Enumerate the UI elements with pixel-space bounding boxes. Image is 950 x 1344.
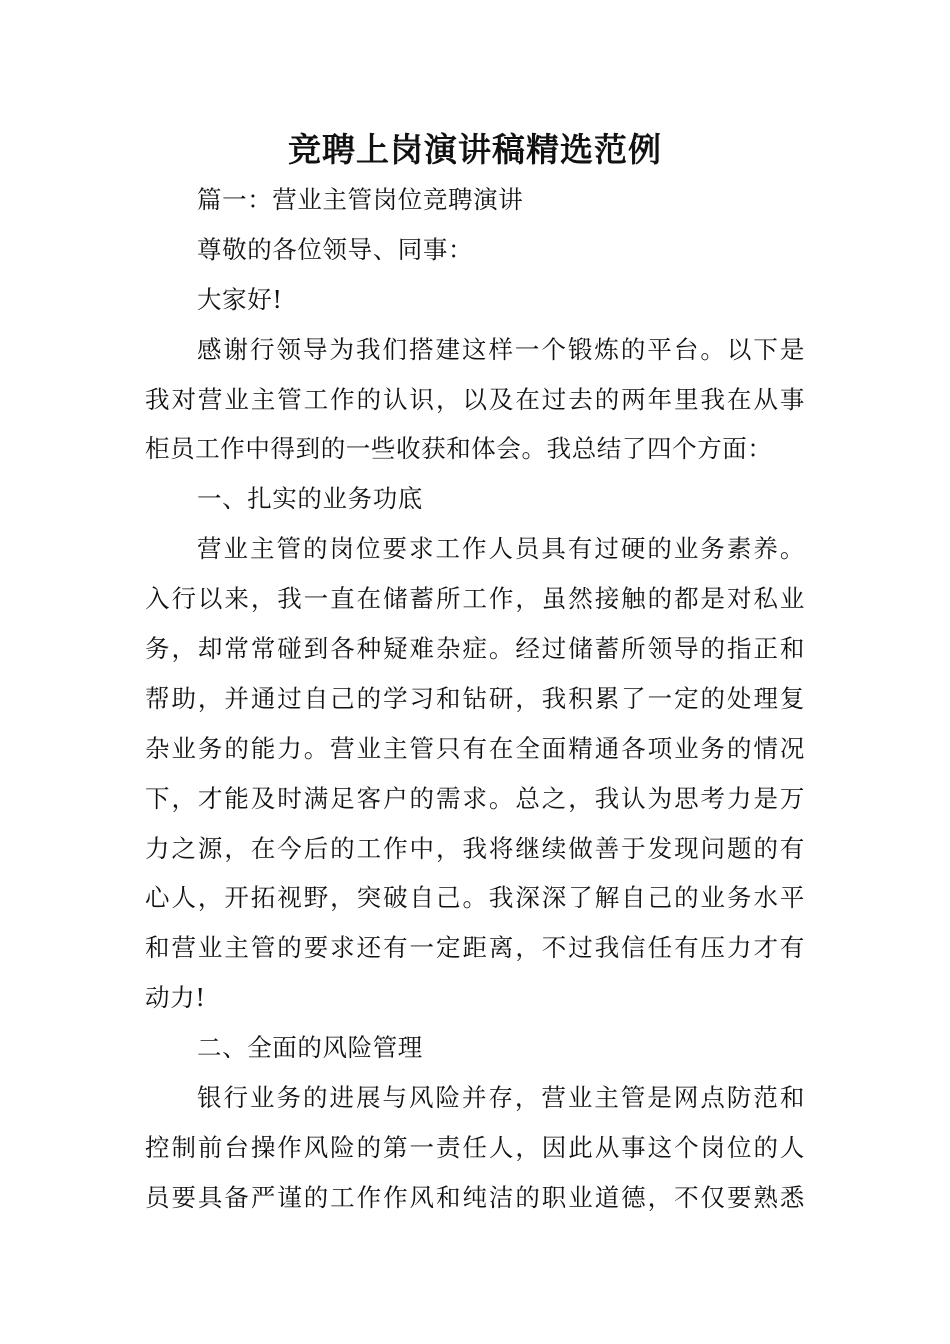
paragraph-line: 柜员工作中得到的一些收获和体会。我总结了四个方面： [145, 434, 773, 464]
greeting: 大家好! [197, 284, 283, 314]
paragraph-line: 营业主管的岗位要求工作人员具有过硬的业务素养。 [197, 534, 805, 564]
paragraph-line: 员要具备严谨的工作作风和纯洁的职业道德，不仅要熟悉 [145, 1182, 805, 1212]
paragraph-line: 感谢行领导为我们搭建这样一个锻炼的平台。以下是 [197, 334, 805, 364]
paragraph-line: 和营业主管的要求还有一定距离，不过我信任有压力才有 [145, 933, 805, 963]
paragraph-line: 动力! [145, 983, 206, 1013]
paragraph-line: 帮助，并通过自己的学习和钻研，我积累了一定的处理复 [145, 683, 805, 713]
subheading: 一、扎实的业务功底 [197, 484, 423, 514]
document-body [145, 175, 805, 1223]
paragraph-line: 入行以来，我一直在储蓄所工作，虽然接触的都是对私业 [145, 584, 805, 614]
subheading: 二、全面的风险管理 [197, 1033, 423, 1063]
paragraph-line: 控制前台操作风险的第一责任人，因此从事这个岗位的人 [145, 1132, 805, 1162]
paragraph-line: 杂业务的能力。营业主管只有在全面精通各项业务的情况 [145, 733, 805, 763]
paragraph-line: 银行业务的进展与风险并存，营业主管是网点防范和 [197, 1083, 805, 1113]
paragraph-line: 务，却常常碰到各种疑难杂症。经过储蓄所领导的指正和 [145, 634, 805, 664]
document-title: 竞聘上岗演讲稿精选范例 [288, 130, 662, 169]
paragraph-line: 力之源，在今后的工作中，我将继续做善于发现问题的有 [145, 833, 805, 863]
paragraph-line: 我对营业主管工作的认识，以及在过去的两年里我在从事 [145, 384, 805, 414]
section-heading: 篇一：营业主管岗位竞聘演讲 [197, 185, 524, 214]
paragraph-line: 心人，开拓视野，突破自己。我深深了解自己的业务水平 [145, 883, 805, 913]
paragraph-line: 下，才能及时满足客户的需求。总之，我认为思考力是万 [145, 783, 805, 813]
salutation: 尊敬的各位领导、同事： [197, 234, 474, 264]
